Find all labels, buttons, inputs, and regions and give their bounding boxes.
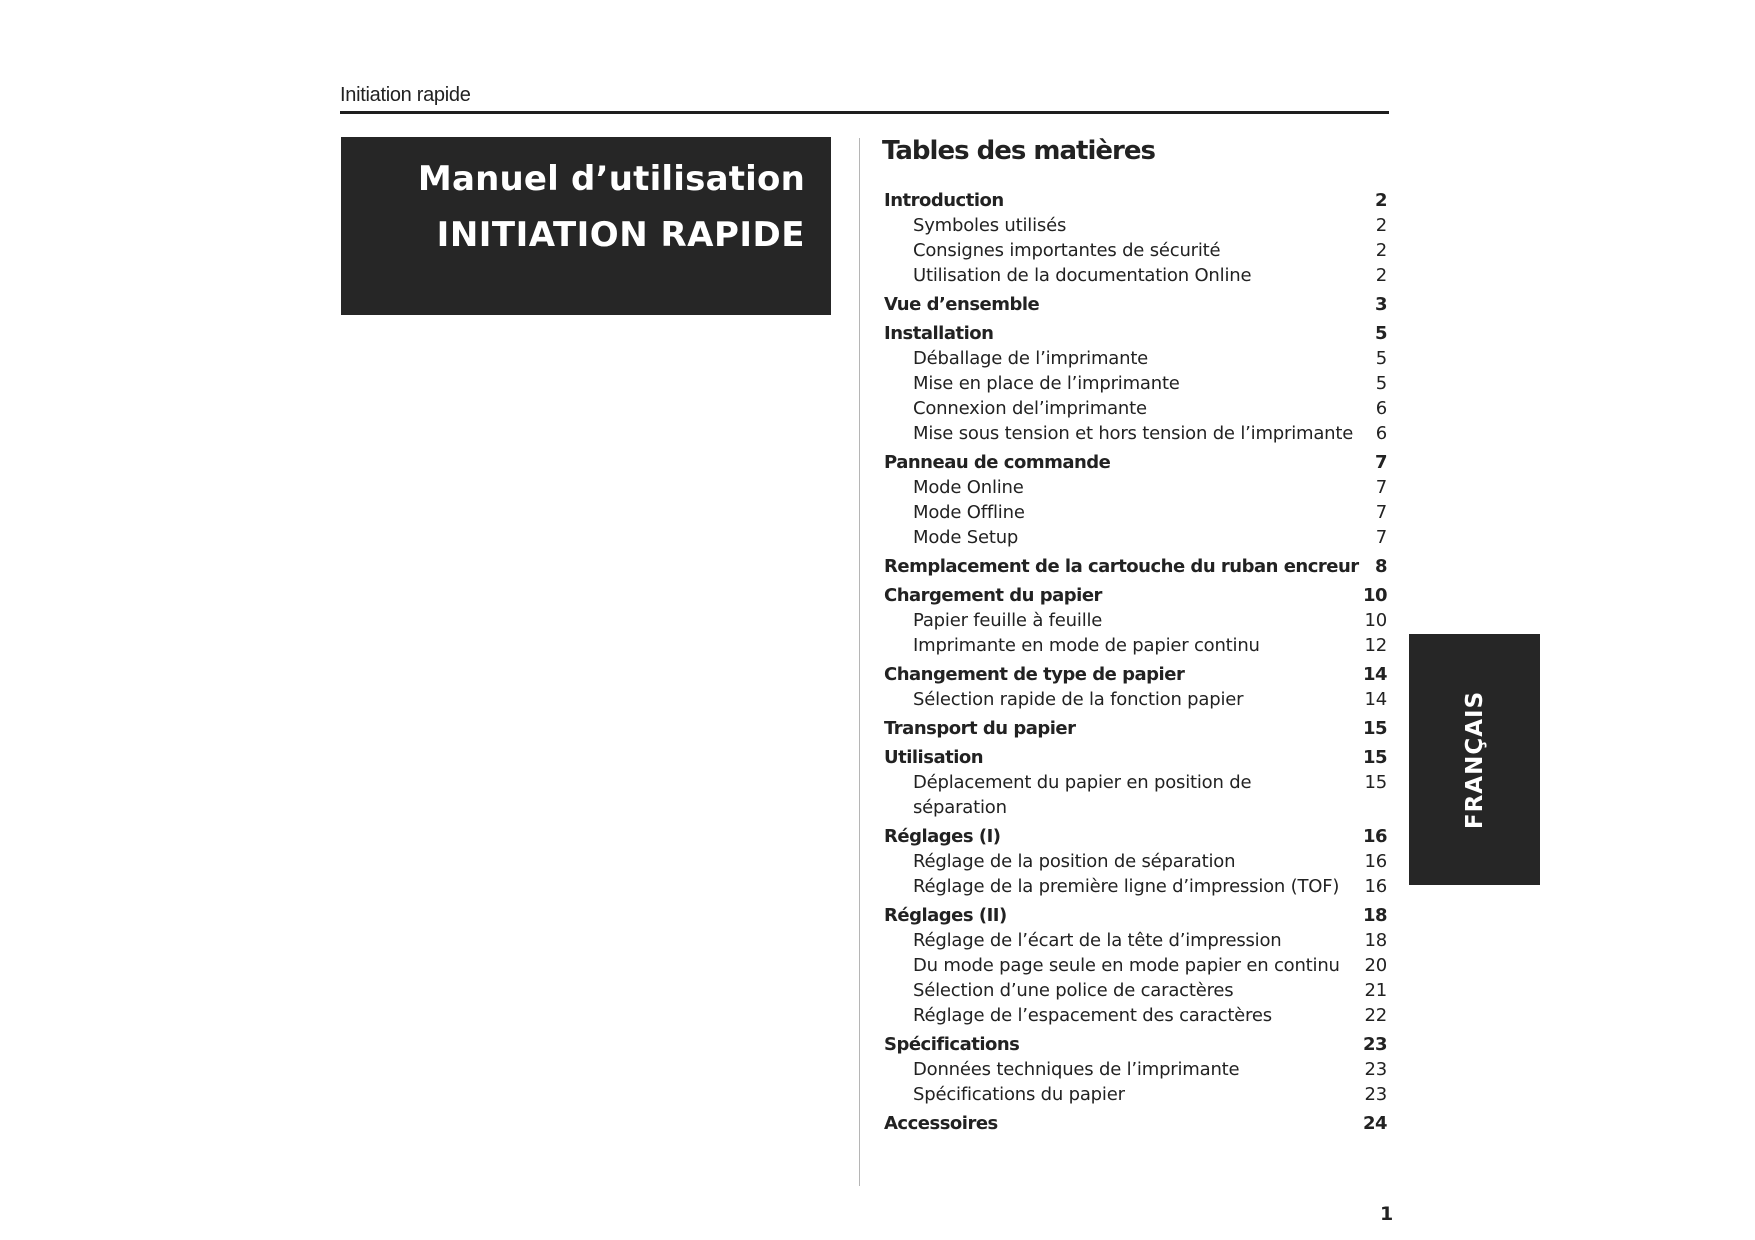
toc-label: Accessoires (884, 1113, 998, 1134)
toc-label: Introduction (884, 190, 1004, 211)
toc-label: Mise en place de l’imprimante (913, 373, 1180, 394)
page-number: 1 (1380, 1203, 1394, 1225)
toc-page: 12 (1364, 635, 1387, 656)
header-label: Initiation rapide (340, 84, 471, 106)
toc-label: Changement de type de papier (884, 664, 1185, 685)
toc-page: 16 (1364, 876, 1387, 897)
toc-page: 15 (1362, 747, 1387, 768)
toc-label: Connexion del’imprimante (913, 398, 1147, 419)
toc-subentry (884, 396, 1387, 421)
toc-label: Vue d’ensemble (884, 294, 1040, 315)
toc-page: 2 (1374, 190, 1387, 211)
toc-label: Déballage de l’imprimante (913, 348, 1149, 369)
toc-label: Mode Offline (913, 502, 1025, 523)
toc-label: Utilisation de la documentation Online (913, 265, 1252, 286)
toc-section (884, 554, 1387, 579)
toc-section (884, 188, 1387, 213)
toc-subentry (884, 475, 1387, 500)
toc-subentry (884, 500, 1387, 525)
toc-page: 7 (1374, 452, 1387, 473)
toc-label: Sélection d’une police de caractères (913, 980, 1234, 1001)
toc-page: 7 (1375, 477, 1387, 498)
toc-subentry (884, 263, 1387, 288)
toc-label: Sélection rapide de la fonction papier (913, 689, 1244, 710)
toc-label: Spécifications du papier (913, 1084, 1125, 1105)
toc-label: Papier feuille à feuille (913, 610, 1103, 631)
toc-label: Réglage de l’espacement des caractères (913, 1005, 1272, 1026)
toc-label: Mode Online (913, 477, 1024, 498)
toc-label: Mode Setup (913, 527, 1019, 548)
toc-label: Réglages (I) (884, 826, 1001, 847)
toc-label: Données techniques de l’imprimante (913, 1059, 1240, 1080)
toc-page: 15 (1364, 772, 1387, 793)
toc-subentry (884, 608, 1387, 633)
toc-page: 2 (1375, 215, 1387, 236)
toc-label: Chargement du papier (884, 585, 1102, 606)
toc-page: 23 (1364, 1084, 1387, 1105)
toc-subentry (884, 525, 1387, 550)
toc-label: Réglages (II) (884, 905, 1007, 926)
toc-page: 6 (1375, 398, 1387, 419)
toc-page: 14 (1364, 689, 1387, 710)
toc-section (884, 583, 1387, 608)
toc-label: Du mode page seule en mode papier en continu (913, 955, 1340, 976)
toc-label: Déplacement du papier en position de séparation (913, 772, 1252, 818)
table-of-contents (884, 188, 1387, 1136)
toc-label: Réglage de la première ligne d’impression (TOF) (913, 876, 1340, 897)
toc-label: Mise sous tension et hors tension de l’imprimante (913, 423, 1354, 444)
toc-page: 5 (1375, 373, 1387, 394)
toc-page: 23 (1362, 1034, 1387, 1055)
toc-subentry (884, 1082, 1387, 1107)
toc-page: 16 (1362, 826, 1387, 847)
toc-subentry (884, 371, 1387, 396)
toc-subentry (884, 953, 1387, 978)
toc-page: 2 (1375, 240, 1387, 261)
toc-section (884, 1111, 1387, 1136)
toc-page: 24 (1362, 1113, 1387, 1134)
toc-page: 10 (1364, 610, 1387, 631)
toc-page: 3 (1374, 294, 1387, 315)
toc-page: 7 (1375, 527, 1387, 548)
toc-page: 10 (1362, 585, 1387, 606)
toc-label: Utilisation (884, 747, 984, 768)
toc-subentry (884, 1003, 1387, 1028)
column-divider (859, 138, 860, 1186)
toc-section (884, 745, 1387, 770)
toc-section (884, 903, 1387, 928)
toc-label: Transport du papier (884, 718, 1076, 739)
title-box (341, 137, 831, 315)
toc-label: Réglage de l’écart de la tête d’impression (913, 930, 1282, 951)
language-tab (1409, 634, 1540, 885)
toc-label: Consignes importantes de sécurité (913, 240, 1221, 261)
toc-page: 22 (1364, 1005, 1387, 1026)
toc-label: Symboles utilisés (913, 215, 1067, 236)
language-tab-label: FRANÇAIS (1461, 690, 1488, 829)
toc-page: 20 (1364, 955, 1387, 976)
toc-page: 7 (1375, 502, 1387, 523)
toc-section (884, 662, 1387, 687)
toc-section (884, 450, 1387, 475)
toc-section (884, 824, 1387, 849)
toc-page: 5 (1374, 323, 1387, 344)
toc-section (884, 292, 1387, 317)
toc-page: 18 (1364, 930, 1387, 951)
toc-page: 2 (1375, 265, 1387, 286)
toc-subentry (884, 849, 1387, 874)
toc-page: 23 (1364, 1059, 1387, 1080)
toc-subentry (884, 770, 1387, 820)
toc-subentry (884, 421, 1387, 446)
toc-page: 6 (1375, 423, 1387, 444)
toc-subentry (884, 1057, 1387, 1082)
toc-label: Réglage de la position de séparation (913, 851, 1236, 872)
toc-page: 5 (1375, 348, 1387, 369)
toc-page: 15 (1362, 718, 1387, 739)
toc-title: Tables des matières (882, 136, 1155, 166)
toc-subentry (884, 213, 1387, 238)
toc-subentry (884, 687, 1387, 712)
toc-label: Installation (884, 323, 994, 344)
toc-section (884, 716, 1387, 741)
toc-page: 21 (1364, 980, 1387, 1001)
toc-subentry (884, 874, 1387, 899)
toc-page: 18 (1362, 905, 1387, 926)
toc-label: Spécifications (884, 1034, 1020, 1055)
toc-subentry (884, 633, 1387, 658)
toc-subentry (884, 978, 1387, 1003)
header-rule (340, 111, 1389, 114)
toc-page: 14 (1362, 664, 1387, 685)
toc-page: 8 (1374, 556, 1387, 577)
toc-label: Remplacement de la cartouche du ruban encreur (884, 556, 1359, 577)
toc-subentry (884, 238, 1387, 263)
title-line-manual: Manuel d’utilisation (417, 159, 805, 199)
toc-subentry (884, 346, 1387, 371)
toc-section (884, 1032, 1387, 1057)
title-line-quickstart: INITIATION RAPIDE (436, 215, 805, 255)
toc-page: 16 (1364, 851, 1387, 872)
toc-section (884, 321, 1387, 346)
toc-label: Imprimante en mode de papier continu (913, 635, 1260, 656)
toc-subentry (884, 928, 1387, 953)
toc-label: Panneau de commande (884, 452, 1111, 473)
